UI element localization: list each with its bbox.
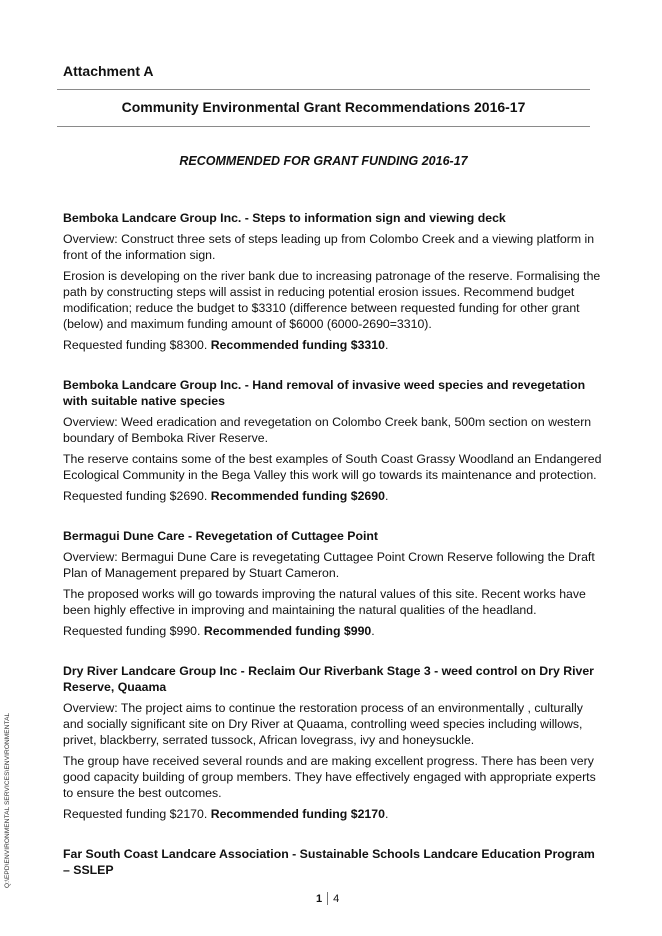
grant-item [63,528,603,639]
section-subtitle: RECOMMENDED FOR GRANT FUNDING 2016-17 [179,154,468,168]
recommended-funding: Recommended funding $2170 [210,807,385,821]
grant-detail: Erosion is developing on the river bank due to increasing patronage of the reserve. Formalising the path by constructing steps will assist in reducing potential erosion issues. Recommend budget modification; reduce the budget to $3310 (difference between requested funding for other grant (below) and maximum funding amount of $6000 (6000-2690=3310). [63,269,601,331]
grant-funding [63,488,603,504]
page-separator [327,892,328,905]
grant-list [63,210,603,902]
grant-overview: Overview: Weed eradication and revegetation on Colombo Creek bank, 500m section on western boundary of Bemboka River Reserve. [63,415,592,445]
grant-overview: Overview: Bermagui Dune Care is revegetating Cuttagee Point Crown Reserve following the Draft Plan of Management prepared by Stuart Cameron. [63,550,595,580]
funding-end: . [384,489,389,503]
grant-overview: Overview: The project aims to continue the restoration process of an environmentally , culturally and socially significant site on Dry River at Quaama, controlling weed species including willows, privet, blackberry, serrated tussock, African lovegrass, ivy and honeysuckle. [63,701,583,747]
grant-overview: Overview: Construct three sets of steps leading up from Colombo Creek and a viewing platform in front of the information sign. [63,232,595,262]
top-rule [57,89,590,90]
attachment-label: Attachment A [63,63,154,79]
recommended-funding: Recommended funding $3310 [210,338,385,352]
grant-item [63,210,603,353]
page-current: 1 [316,892,323,905]
recommended-funding: Recommended funding $2690 [210,489,385,503]
grant-funding [63,806,603,822]
grant-heading: Bemboka Landcare Group Inc. - Steps to information sign and viewing deck [63,211,506,225]
funding-end: . [384,338,389,352]
file-path-text: Q:\EPD\ENVIRONMENTAL SERVICES\ENVIRONMENTAL [4,712,11,888]
requested-funding: Requested funding $8300. [63,338,211,352]
grant-detail: The proposed works will go towards improving the natural values of this site. Recent works have been highly effective in improving and maintaining the natural qualities of the headland. [63,587,586,617]
grant-funding [63,337,603,353]
recommended-funding: Recommended funding $990 [203,624,372,638]
requested-funding: Requested funding $2690. [63,489,211,503]
document-title: Community Environmental Grant Recommendations 2016-17 [121,99,526,115]
grant-funding [63,623,603,639]
grant-item [63,846,603,878]
requested-funding: Requested funding $2170. [63,807,211,821]
page-number [316,892,339,905]
requested-funding: Requested funding $990. [63,624,204,638]
funding-end: . [371,624,375,638]
title-rule [57,126,590,127]
grant-heading: Bemboka Landcare Group Inc. - Hand removal of invasive weed species and revegetation with suitable native species [63,378,586,408]
grant-heading: Dry River Landcare Group Inc - Reclaim Our Riverbank Stage 3 - weed control on Dry River Reserve, Quaama [63,664,594,694]
grant-item [63,663,603,822]
grant-heading: Bermagui Dune Care - Revegetation of Cuttagee Point [63,529,378,543]
grant-item [63,377,603,504]
grant-detail: The reserve contains some of the best examples of South Coast Grassy Woodland an Endangered Ecological Community in the Bega Valley this work will go towards its maintenance and protection. [63,452,602,482]
page-total: 4 [333,892,340,905]
grant-heading: Far South Coast Landcare Association - Sustainable Schools Landcare Education Program – SSLEP [63,847,595,877]
funding-end: . [384,807,389,821]
grant-detail: The group have received several rounds and are making excellent progress. There has been very good capacity building of group members. They have effectively engaged with appropriate experts to ensure the best outcomes. [63,754,596,800]
